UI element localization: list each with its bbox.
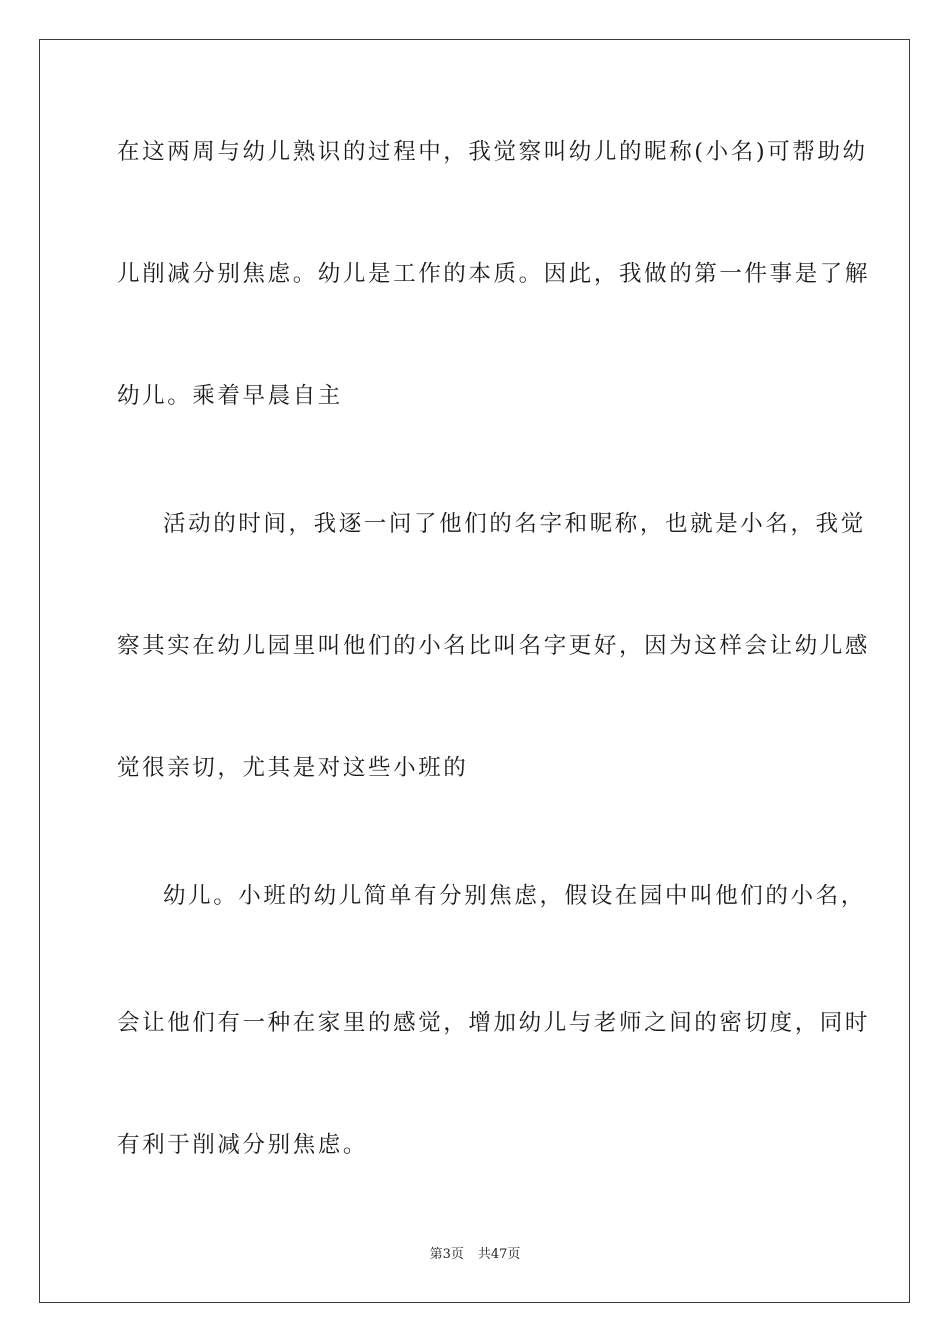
body-text-line: 幼儿。乘着早晨自主 bbox=[117, 383, 343, 409]
body-text-line: 在这两周与幼儿熟识的过程中，我觉察叫幼儿的昵称(小名)可帮助幼 bbox=[117, 139, 868, 165]
body-text-line: 会让他们有一种在家里的感觉，增加幼儿与老师之间的密切度，同时 bbox=[117, 1010, 871, 1036]
body-text-line-indented: 活动的时间，我逐一问了他们的名字和昵称，也就是小名，我觉 bbox=[163, 511, 866, 537]
body-text-line: 儿削减分别焦虑。幼儿是工作的本质。因此，我做的第一件事是了解 bbox=[117, 261, 871, 287]
body-text-line: 察其实在幼儿园里叫他们的小名比叫名字更好，因为这样会让幼儿感 bbox=[117, 633, 871, 659]
page-footer bbox=[0, 1246, 950, 1264]
body-text-line: 觉很亲切，尤其是对这些小班的 bbox=[117, 755, 469, 781]
body-text-line-indented: 幼儿。小班的幼儿简单有分别焦虑，假设在园中叫他们的小名， bbox=[163, 883, 866, 909]
body-text-line: 有利于削减分别焦虑。 bbox=[117, 1132, 369, 1158]
page-number: 第3页 bbox=[429, 1247, 464, 1262]
page-total: 共47页 bbox=[477, 1247, 521, 1262]
page-border bbox=[39, 39, 910, 1303]
